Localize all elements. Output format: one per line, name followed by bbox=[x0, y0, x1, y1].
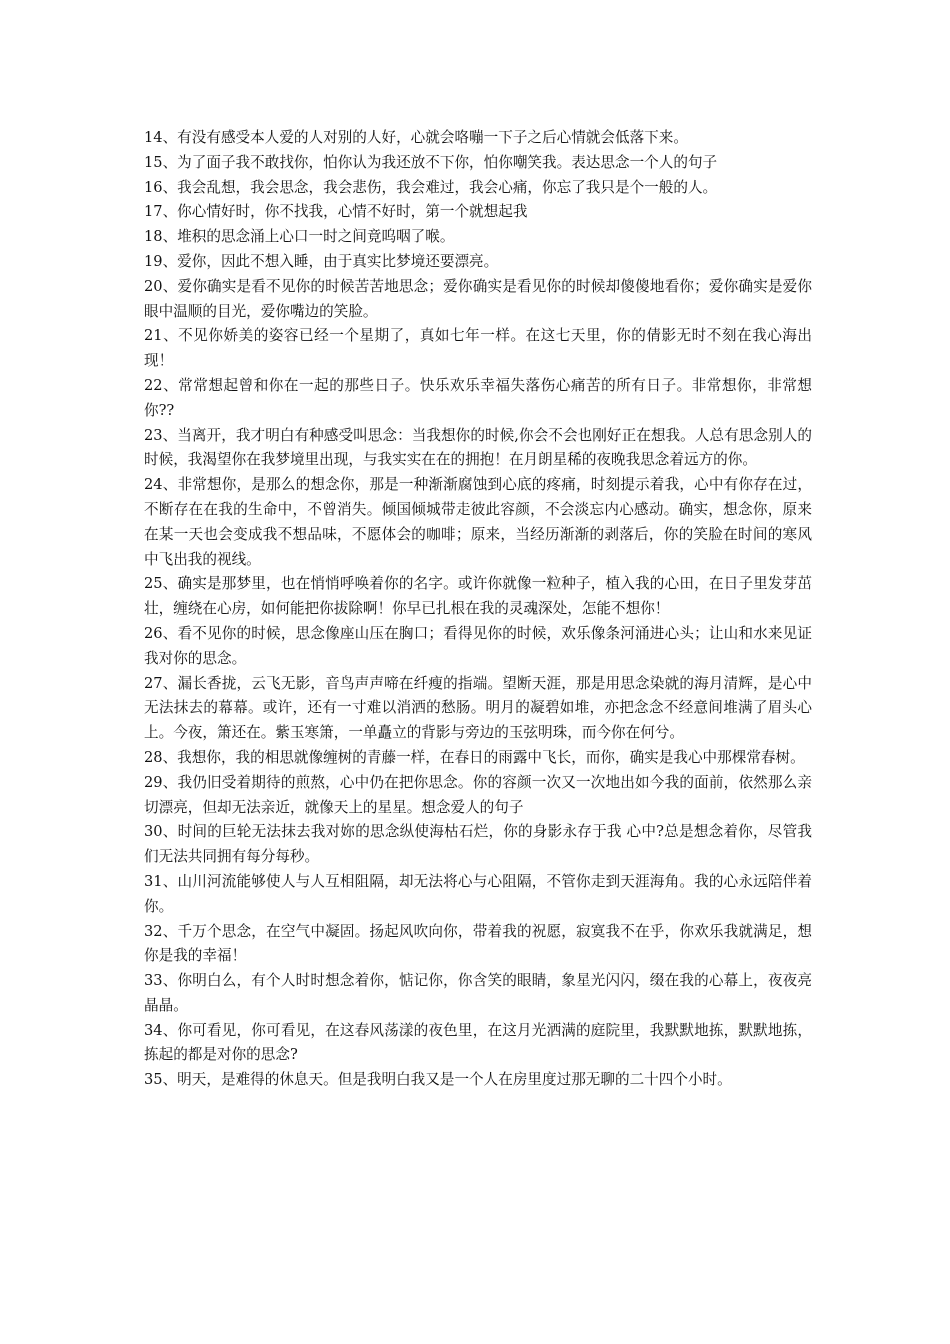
paragraph-23: 23、当离开，我才明白有种感受叫思念：当我想你的时候,你会不会也刚好正在想我。人总有思念别人的时候，我渴望你在我梦境里出现，与我实实在在的拥抱！在月朗星稀的夜晚我思念着远方的你。 bbox=[144, 426, 812, 469]
paragraph-15: 15、为了面子我不敢找你，怕你认为我还放不下你，怕你嘲笑我。表达思念一个人的句子 bbox=[144, 153, 718, 171]
paragraph-26: 26、看不见你的时候，思念像座山压在胸口；看得见你的时候，欢乐像条河涌进心头；让山和水来见证我对你的思念。 bbox=[144, 624, 812, 667]
paragraph-21: 21、不见你娇美的姿容已经一个星期了，真如七年一样。在这七天里，你的倩影无时不刻在我心海出现！ bbox=[144, 327, 812, 370]
paragraph-24: 24、非常想你，是那么的想念你，那是一种渐渐腐蚀到心底的疼痛，时刻提示着我，心中有你存在过，不断存在在我的生命中，不曾消失。倾国倾城带走彼此容颜，不会淡忘内心感动。确实，想念你，原来在某一天也会变成我不想品味，不愿体会的咖啡；原来，当经历渐渐的剥落后，你的笑脸在时间的寒风中飞出我的视线。 bbox=[144, 476, 812, 568]
paragraph-25: 25、确实是那梦里，也在悄悄呼唤着你的名字。或许你就像一粒种子，植入我的心田，在日子里发芽茁壮，缠绕在心房，如何能把你拔除啊！你早已扎根在我的灵魂深处，怎能不想你！ bbox=[144, 575, 812, 618]
paragraph-27: 27、漏长香拢，云飞无影，音鸟声声啼在纤瘦的指端。望断天涯，那是用思念染就的海月清辉，是心中无法抹去的幕幕。或许，还有一寸难以消洒的愁肠。明月的凝碧如堆，亦把念念不经意间堆满了眉头心上。今夜，箫还在。紫玉寒箫，一单矗立的背影与旁边的玉弦明珠，而今你在何兮。 bbox=[144, 674, 812, 742]
paragraph-14: 14、有没有感受本人爱的人对别的人好，心就会咯嘣一下子之后心情就会低落下来。 bbox=[144, 129, 688, 146]
paragraph-35: 35、明天，是难得的休息天。但是我明白我又是一个人在房里度过那无聊的二十四个小时。 bbox=[144, 1071, 732, 1089]
paragraph-18: 18、堆积的思念涌上心口一时之间竟呜咽了喉。 bbox=[144, 228, 455, 246]
paragraph-30: 30、时间的巨轮无法抹去我对妳的思念纵使海枯石烂，你的身影永存于我 心中?总是想念着你，尽管我们无法共同拥有每分每秒。 bbox=[144, 823, 812, 866]
paragraph-33: 33、你明白么，有个人时时想念着你，惦记你，你含笑的眼睛，象星光闪闪，缀在我的心幕上，夜夜亮晶晶。 bbox=[144, 972, 812, 1014]
paragraph-29: 29、我仍旧受着期待的煎熬，心中仍在把你思念。你的容颜一次又一次地出如今我的面前，依然那么亲切漂亮，但却无法亲近，就像天上的星星。想念爱人的句子 bbox=[144, 773, 812, 816]
paragraph-19: 19、爱你，因此不想入睡，由于真实比梦境还要漂亮。 bbox=[144, 252, 499, 270]
paragraph-16: 16、我会乱想，我会思念，我会悲伤，我会难过，我会心痛，你忘了我只是个一般的人。 bbox=[144, 178, 718, 196]
paragraph-22: 22、常常想起曾和你在一起的那些日子。快乐欢乐幸福失落伤心痛苦的所有日子。非常想你，非常想你?? bbox=[144, 376, 812, 419]
paragraph-34: 34、你可看见，你可看见，在这春风荡漾的夜色里，在这月光洒满的庭院里，我默默地拣，默默地拣，拣起的都是对你的思念? bbox=[144, 1021, 812, 1064]
paragraph-31: 31、山川河流能够使人与人互相阻隔，却无法将心与心阻隔，不管你走到天涯海角。我的心永远陪伴着你。 bbox=[144, 872, 812, 915]
paragraph-17: 17、你心情好时，你不找我，心情不好时，第一个就想起我 bbox=[144, 203, 528, 221]
document-page bbox=[144, 126, 812, 1093]
paragraph-20: 20、爱你确实是看不见你的时候苦苦地思念；爱你确实是看见你的时候却傻傻地看你；爱你确实是爱你眼中温顺的目光，爱你嘴边的笑脸。 bbox=[144, 277, 812, 320]
paragraph-32: 32、千万个思念，在空气中凝固。扬起风吹向你，带着我的祝愿，寂寞我不在乎，你欢乐我就满足，想你是我的幸福！ bbox=[144, 922, 812, 965]
paragraph-28: 28、我想你，我的相思就像缠树的青藤一样，在春日的雨露中飞长，而你，确实是我心中那棵常春树。 bbox=[144, 748, 805, 766]
